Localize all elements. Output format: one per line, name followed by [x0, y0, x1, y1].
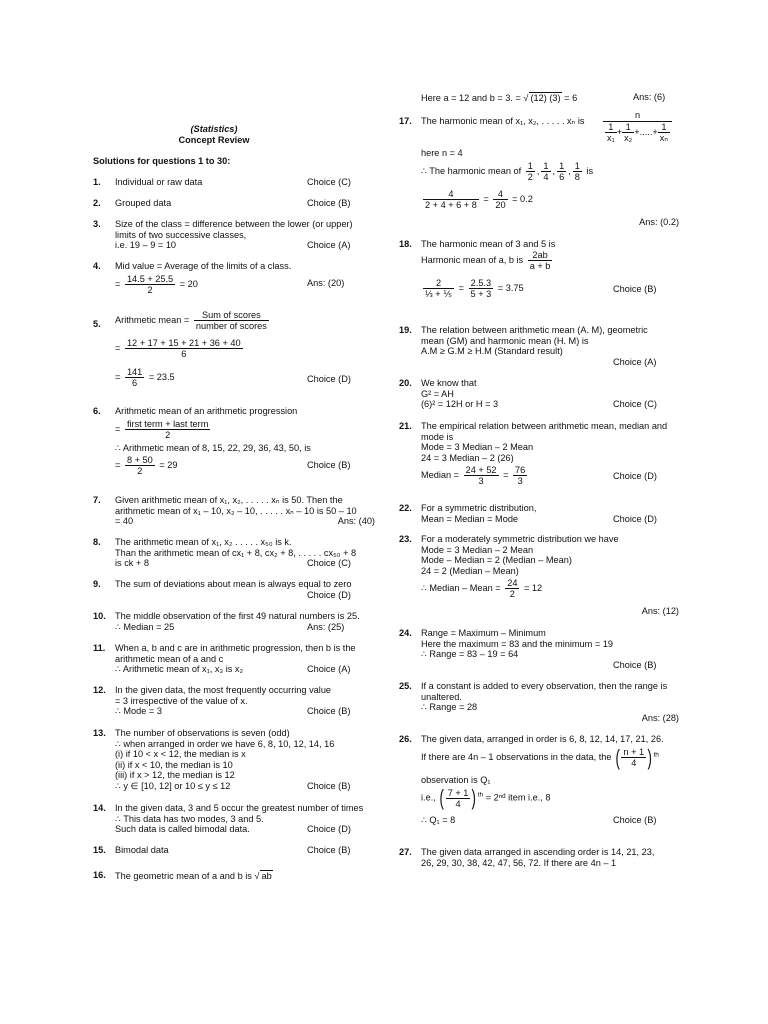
- choice-label: Choice (D): [307, 374, 351, 384]
- text-line: arithmetic mean of x₁ – 10, x₂ – 10, . . . . . xₙ – 10 is 50 – 10: [115, 505, 357, 516]
- paren-right: ): [647, 744, 652, 770]
- fraction: [194, 310, 269, 331]
- question-number: 6.: [93, 406, 101, 416]
- fraction: [423, 278, 454, 299]
- choice-label: Choice (B): [613, 815, 657, 826]
- numerator: n + 1: [623, 747, 645, 758]
- term: [622, 122, 634, 143]
- choice-label: Choice (B): [307, 845, 351, 855]
- denominator: number of scores: [195, 321, 267, 331]
- superscript-th: th: [653, 750, 659, 758]
- numerator: first term + last term: [126, 418, 209, 429]
- section-subtitle: Concept Review: [178, 135, 250, 145]
- text-line: The geometric mean of a and b is: [115, 871, 252, 881]
- question-number: 18.: [399, 239, 412, 249]
- denominator: 2: [147, 284, 153, 295]
- result: = 0.2: [512, 193, 533, 204]
- text-line: arithmetic mean of a and c: [115, 653, 224, 664]
- denominator: $\frac{1}{\text{x₁}}$ + $\frac{1}{\text{x₂}}$ +.....+ $\frac{1}{\text{xₙ}}$: [607, 122, 669, 143]
- text-line: ∴ when arranged in order we have 6, 8, 10, 12, 14, 16: [115, 738, 335, 749]
- question-number: 4.: [93, 261, 101, 271]
- text-line: In the given data, 3 and 5 occur the greatest number of times: [115, 803, 364, 813]
- question-number: 20.: [399, 378, 412, 388]
- numerator: 1: [543, 160, 549, 171]
- answer-label: Ans: (6): [633, 92, 666, 102]
- term: [605, 122, 617, 143]
- text-line: mean (GM) and harmonic mean (H. M) is: [421, 335, 589, 346]
- formula-label: ∴ Median – Mean =: [421, 583, 501, 594]
- text-line: ∴ Median = 25: [115, 621, 175, 632]
- denominator: 4: [543, 171, 549, 182]
- question-number: 21.: [399, 421, 412, 431]
- result: = 23.5: [148, 371, 175, 382]
- question-number: 3.: [93, 219, 101, 229]
- text-line: limits of two successive classes,: [115, 229, 247, 240]
- answer-label: Ans: (0.2): [639, 216, 679, 227]
- denominator: 5 + 3: [470, 288, 492, 299]
- formula-label: Median =: [421, 470, 460, 481]
- text-line: unaltered.: [421, 691, 462, 702]
- paren-left: (: [439, 785, 445, 811]
- text-line: 24 = 3 Median – 2 (26): [421, 452, 514, 463]
- numerator: 1: [658, 122, 670, 133]
- denominator: xₙ: [659, 133, 669, 143]
- denominator: 3: [478, 476, 484, 487]
- result: = 6: [564, 93, 578, 103]
- answer-label: Ans: (40): [337, 516, 375, 527]
- choice-label: Choice (D): [307, 589, 351, 600]
- text-ie: i.e.,: [421, 792, 436, 803]
- text-line: The sum of deviations about mean is always equal to zero: [115, 579, 352, 589]
- text-line: here n = 4: [421, 148, 463, 158]
- numerator: 1: [559, 160, 565, 171]
- answer-text: Bimodal data: [115, 845, 169, 855]
- paren-right: ): [471, 785, 477, 811]
- question-number: 1.: [93, 177, 101, 187]
- result: = 3.75: [497, 282, 524, 293]
- text-line: Mode – Median = 2 (Median – Mean): [421, 555, 572, 566]
- choice-label: Choice (D): [613, 513, 657, 524]
- equals-sign: =: [115, 342, 121, 353]
- answer-label: Ans: (12): [641, 606, 679, 617]
- choice-label: Choice (C): [307, 177, 351, 187]
- text-line: mode is: [421, 431, 454, 442]
- numerator: 24 + 52: [465, 465, 497, 476]
- text-line: For a moderately symmetric distribution we have: [421, 534, 619, 544]
- answer-label: Ans: (28): [641, 712, 679, 723]
- fraction: [125, 419, 210, 440]
- question-number: 8.: [93, 537, 101, 547]
- numerator: 1: [622, 122, 634, 133]
- fraction: [541, 161, 550, 182]
- choice-label: Choice (C): [613, 399, 657, 410]
- text-line: The given data, arranged in order is 6, 8, 12, 14, 17, 21, 26.: [421, 734, 664, 744]
- denominator: 6: [181, 349, 187, 359]
- text-line: ∴ y ∈ [10, 12] or 10 ≤ y ≤ 12: [115, 780, 231, 791]
- text-line: Mode = 3 Median – 2 Mean: [421, 544, 534, 555]
- fraction: [469, 278, 494, 299]
- result: = 2ⁿᵈ item i.e., 8: [485, 792, 551, 803]
- denominator: 2 + 4 + 6 + 8: [425, 199, 477, 210]
- text-line: The middle observation of the first 49 natural numbers is 25.: [115, 611, 360, 621]
- denominator: 3: [517, 476, 523, 487]
- numerator: 1: [527, 160, 533, 171]
- question-number: 5.: [93, 319, 101, 329]
- text-line: Mean = Median = Mode: [421, 513, 519, 524]
- fraction: [125, 338, 243, 359]
- paren-left: (: [615, 744, 620, 770]
- denominator: x₂: [624, 133, 633, 143]
- question-number: 26.: [399, 734, 412, 744]
- numerator: 14.5 + 25.5: [126, 273, 174, 284]
- choice-label: Choice (B): [307, 780, 351, 791]
- question-number: 7.: [93, 495, 101, 505]
- equals-sign: =: [115, 278, 121, 289]
- choice-label: Choice (A): [613, 356, 657, 367]
- denominator: 4: [455, 798, 461, 809]
- equals-sign: =: [115, 371, 121, 382]
- result: = 12: [524, 583, 543, 594]
- fraction: [125, 455, 155, 476]
- question-number: 11.: [93, 643, 106, 653]
- question-number: 27.: [399, 847, 412, 857]
- text-line: = 40: [115, 516, 134, 527]
- answer-text: Grouped data: [115, 198, 172, 208]
- superscript-th: th: [477, 791, 484, 799]
- question-number: 13.: [93, 728, 106, 738]
- choice-label: Choice (B): [613, 283, 657, 294]
- question-number: 2.: [93, 198, 101, 208]
- choice-label: Choice (C): [307, 558, 351, 569]
- question-number: 22.: [399, 503, 412, 513]
- radicand: (12) (3): [530, 93, 561, 103]
- denominator: 2: [527, 171, 533, 182]
- numerator: 1: [574, 160, 580, 171]
- question-number: 10.: [93, 611, 106, 621]
- text-line: Here the maximum = 83 and the minimum = 19: [421, 638, 614, 649]
- text-line: Such data is called bimodal data.: [115, 824, 250, 835]
- answer-label: Ans: (25): [307, 621, 345, 632]
- text-line: is ck + 8: [115, 558, 149, 569]
- choice-label: Choice (D): [307, 824, 351, 835]
- numerator: 4: [423, 189, 479, 200]
- text-line: i.e. 19 – 9 = 10: [115, 240, 177, 251]
- section-title: [93, 124, 335, 135]
- numerator: 1: [605, 122, 617, 133]
- text-line: 26, 29, 30, 38, 42, 47, 56, 72. If there are 4n – 1: [421, 857, 617, 868]
- numerator: n: [603, 110, 672, 122]
- question-number: 23.: [399, 534, 412, 544]
- question-number: 14.: [93, 803, 106, 813]
- text-line: Here a = 12 and b = 3. =: [421, 93, 521, 103]
- document-page: (Statistics) Concept Review Solutions for questions 1 to 30: 1. Individual or raw data Choice (C) 2. Grouped data Choice (B) 3. Size of the class = difference between the lower (or upper) limits of two successive classes, i.e. 19 – 9 = 10 Choice (A) 4. Mid value = Average of the limits of a class. = $\frac{14.5 + 25.5}{2}$ = 20 Ans: (20) 5. Arithmetic mean = $\frac{\text{Sum of scores}}{\text{number of scores}}$ = $\frac{12 + 17 + 15 + 21 + 36 + 40}{6}$ = $\frac{141}{6}$ = 23.5 Choice (D) 6. Arithmetic mean of an arithmetic progression = $\frac{\text{first term + last term}}{2}$ ∴ Arithmetic mean of 8, 15, 22, 29, 36, 43, 50, is = $\frac{8 + 50}{2}$ = 29 Choice (B) 7. Given arithmetic mean of x₁, x₂, . . . . . xₙ is 50. Then the arithmetic mean of x₁ – 10, x₂ – 10, . . . . . xₙ – 10 is 50 – 10 = 40 Ans: (40) 8. The arithmetic mean of x₁, x₂ . . . . . x₅₀ is k. Than the arithmetic mean of cx₁ + 8, cx₂ + 8, . . . . . cx₅₀ + 8 is ck + 8 Choice (C) 9. The sum of deviations about mean is always equal to zero Choice (D) 10. The middle observation of the first 49 natural numbers is 25. ∴ Median = 25 Ans: (25) 11. When a, b and c are in arithmetic progression, then b is the arithmetic mean of a and c ∴ Arithmetic mean of x₁, x₃ is x₂ Choice (A) 12. In the given data, the most frequently occurring value = 3 irrespective of the value of x. ∴ Mode = 3 Choice (B) 13. The number of observations is seven (odd) ∴ when arranged in order we have 6, 8, 10, 12, 14, 16 (i) if 10 < x < 12, the median is x (ii) if x < 10, the median is 10 (iii) if x > 12, the median is 12 ∴ y ∈ [10, 12] or 10 ≤ y ≤ 12 Choice (B) 14. In the given data, 3 and 5 occur the greatest number of times ∴ This data has two modes, 3 and 5. Such data is called bimodal data. Choice (D) 15. Bimodal data Choice (B) 16. The geometric mean of a and b is √ ab Here a = 12 and b = 3. = √ (12) (3) = 6 Ans: (6) 17. The harmonic mean of x₁, x₂, . . . . . xₙ is n $\frac{1}{\text{x₁}}$ + $\frac{1}{\text{x₂}}$ +.....+ $\frac{1}{\text{xₙ}}$ here n = 4 ∴ The harmonic mean of $\frac{1}{2}$ , $\frac{1}{4}$ , $\frac{1}{6}$ , $\frac{1}{8}$ is $\frac{4}{2 + 4 + 6 + 8}$ = $\frac{4}{20}$ = 0.2 Ans: (0.2) 18. The harmonic mean of 3 and 5 is Harmonic mean of a, b is $\frac{2ab}{a + b}$ $\frac{2}{\text{⅓ + ⅕}}$ = $\frac{2.5.3}{5 + 3}$ = 3.75 Choice (B) 19. The relation between arithmetic mean (A. M), geometric mean (GM) and harmonic mean (H. M) is A.M ≥ G.M ≥ H.M (Standard result) Choice (A) 20. We know that G² = AH (6)² = 12H or H = 3 Choice (C) 21. The empirical relation between arithmetic mean, median and mode is Mode = 3 Median – 2 Mean 24 = 3 Median – 2 (26) Median = $\frac{24 + 52}{3}$ = $\frac{76}{3}$ Choice (D) 22. For a symmetric distribution, Mean = Median = Mode Choice (D) 23. For a moderately symmetric distribution we have Mode = 3 Median – 2 Mean Mode – Median = 2 (Median – Mean) 24 = 2 (Median – Mean) ∴ Median – Mean = $\frac{24}{2}$ = 12 Ans: (12) 24. Range = Maximum – Minimum Here the maximum = 83 and the minimum = 19 ∴ Range = 83 – 19 = 64 Choice (B) 25. If a constant is added to every observation, then the range is unaltered. ∴ Range = 28 Ans: (28) 26. The given data, arranged in order is 6, 8, 12, 14, 17, 21, 26. If there are 4n – 1 observations in the data, the ( $\frac{n + 1}{4}$ )$^{th}$ observation is Q₁ i.e., ( $\frac{7 + 1}{4}$ )$^{th}$ = 2ⁿᵈ item i.e., 8 ∴ Q₁ = 8 Choice (B) 27. The given data arranged in ascending order is 14, 21, 23, 26, 29, 30, 38, 42, 47, 56, 72. If there are 4n – 1: [0, 0, 768, 1024]
- fraction: [526, 161, 535, 182]
- text-line: For a symmetric distribution,: [421, 503, 537, 513]
- numerator: 141: [126, 367, 143, 377]
- denominator: 2: [137, 466, 143, 477]
- numerator: 4: [493, 189, 507, 200]
- denominator: 8: [574, 171, 580, 182]
- text-line: We know that: [421, 378, 477, 388]
- text-line: ∴ This data has two modes, 3 and 5.: [115, 813, 264, 824]
- question-number: 16.: [93, 870, 106, 880]
- denominator: 6: [132, 378, 138, 388]
- numerator: 2ab: [528, 250, 553, 261]
- denominator: 2: [165, 429, 171, 440]
- equals-sign: =: [115, 423, 121, 434]
- text-line: When a, b and c are in arithmetic progression, then b is the: [115, 643, 356, 653]
- text-line: Given arithmetic mean of x₁, x₂, . . . . . xₙ is 50. Then the: [115, 495, 343, 505]
- harmonic-mean-fraction: [603, 110, 672, 143]
- text-line: Harmonic mean of a, b is: [421, 254, 524, 265]
- text-line: The empirical relation between arithmetic mean, median and: [421, 421, 668, 431]
- formula-label: Arithmetic mean =: [115, 314, 190, 325]
- denominator: ⅓ + ⅕: [425, 288, 453, 299]
- numerator: 12 + 17 + 15 + 21 + 36 + 40: [126, 338, 241, 348]
- denominator: 4: [631, 758, 637, 769]
- text-line: ∴ Mode = 3: [115, 706, 162, 717]
- denominator: x₁: [607, 133, 615, 143]
- fraction: [464, 465, 499, 486]
- question-number: 19.: [399, 325, 412, 335]
- numerator: Sum of scores: [194, 310, 269, 321]
- text-line: In the given data, the most frequently occurring value: [115, 685, 332, 695]
- text-line: (ii) if x < 10, the median is 10: [115, 759, 233, 770]
- text-line: If a constant is added to every observation, then the range is: [421, 681, 668, 691]
- answer-label: Ans: (20): [307, 277, 345, 288]
- numerator: 76: [515, 465, 526, 476]
- text-line: Mode = 3 Median – 2 Mean: [421, 442, 534, 453]
- text-line: The arithmetic mean of x₁, x₂ . . . . . x₅₀ is k.: [115, 537, 292, 547]
- text-is: is: [586, 165, 594, 176]
- text-line: Mid value = Average of the limits of a class.: [115, 261, 292, 271]
- fraction: [493, 189, 507, 210]
- text-line: Than the arithmetic mean of cx₁ + 8, cx₂ + 8, . . . . . cx₅₀ + 8: [115, 547, 357, 558]
- text-line: ∴ Range = 28: [421, 702, 478, 713]
- text-line: (iii) if x > 12, the median is 12: [115, 770, 235, 781]
- text-line: G² = AH: [421, 388, 454, 399]
- text-line: Size of the class = difference between the lower (or upper): [115, 219, 353, 229]
- text-line: ∴ The harmonic mean of: [421, 165, 522, 176]
- result: = 20: [179, 278, 198, 289]
- choice-label: Choice (D): [613, 471, 657, 482]
- fraction: [446, 788, 471, 809]
- fraction: [621, 747, 646, 768]
- question-number: 17.: [399, 116, 412, 126]
- text-line: ∴ Range = 83 – 19 = 64: [421, 649, 519, 660]
- fraction: [423, 189, 479, 210]
- text-line: If there are 4n – 1 observations in the data, the: [421, 752, 612, 763]
- fraction: [528, 250, 553, 271]
- numerator: 2: [423, 278, 454, 289]
- question-number: 15.: [93, 845, 106, 855]
- equals-sign: =: [115, 460, 121, 471]
- text-line: A.M ≥ G.M ≥ H.M (Standard result): [421, 346, 563, 357]
- question-number: 24.: [399, 628, 412, 638]
- denominator: 2: [509, 589, 515, 600]
- text-line: The number of observations is seven (odd): [115, 728, 290, 738]
- fraction: [505, 578, 519, 599]
- choice-label: Choice (B): [307, 706, 351, 717]
- solutions-heading: Solutions for questions 1 to 30:: [93, 156, 231, 166]
- question-number: 25.: [399, 681, 412, 691]
- numerator: 8 + 50: [126, 455, 153, 466]
- fraction: [573, 161, 582, 182]
- denominator: 20: [495, 199, 506, 210]
- text-line: The harmonic mean of 3 and 5 is: [421, 239, 556, 249]
- title-statistics: (Statistics): [190, 124, 238, 134]
- fraction: [557, 161, 566, 182]
- text-line: ∴ Arithmetic mean of 8, 15, 22, 29, 36, 43, 50, is: [115, 442, 311, 453]
- choice-label: Choice (A): [307, 664, 351, 675]
- text-line: 24 = 2 (Median – Mean): [421, 565, 519, 576]
- text-line: The relation between arithmetic mean (A. M), geometric: [421, 325, 648, 335]
- denominator: 6: [559, 171, 565, 182]
- text-line: ∴ Arithmetic mean of x₁, x₃ is x₂: [115, 664, 244, 675]
- text-line: (6)² = 12H or H = 3: [421, 399, 499, 410]
- text-line: = 3 irrespective of the value of x.: [115, 695, 248, 706]
- text-line: The harmonic mean of x₁, x₂, . . . . . xₙ is: [421, 116, 585, 126]
- result: = 29: [159, 460, 178, 471]
- ellipsis: +.....+: [634, 126, 658, 137]
- text-line: The given data arranged in ascending order is 14, 21, 23,: [421, 847, 655, 857]
- text-line: ∴ Q₁ = 8: [421, 815, 456, 826]
- fraction: [513, 465, 527, 486]
- numerator: 24: [507, 578, 518, 589]
- numerator: 7 + 1: [447, 787, 469, 798]
- text-line: observation is Q₁: [421, 774, 491, 785]
- choice-label: Choice (A): [307, 240, 351, 251]
- question-number: 9.: [93, 579, 101, 589]
- fraction: [125, 274, 175, 295]
- radicand: ab: [261, 871, 272, 881]
- text-line: (i) if 10 < x < 12, the median is x: [115, 749, 246, 760]
- denominator: a + b: [529, 260, 551, 271]
- text-line: Range = Maximum – Minimum: [421, 628, 546, 638]
- choice-label: Choice (B): [307, 198, 351, 208]
- fraction: [125, 367, 144, 388]
- choice-label: Choice (B): [307, 460, 351, 471]
- text-line: Arithmetic mean of an arithmetic progression: [115, 406, 298, 416]
- choice-label: Choice (B): [613, 659, 657, 670]
- numerator: 2.5.3: [469, 278, 494, 289]
- answer-text: Individual or raw data: [115, 177, 203, 187]
- question-number: 12.: [93, 685, 106, 695]
- term: [658, 122, 670, 143]
